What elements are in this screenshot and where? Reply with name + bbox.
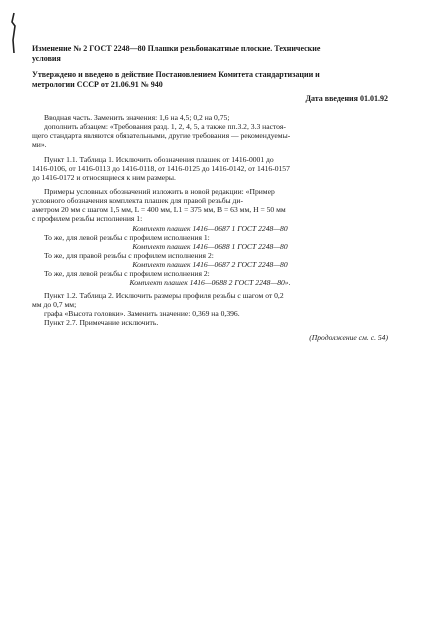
body-line: Пункт 1.2. Таблица 2. Исключить размеры профиля резьбы с шагом от 0,2 bbox=[44, 291, 284, 300]
body-line: условного обозначения комплекта плашек для правой резьбы ди- bbox=[32, 196, 244, 205]
body-line: дополнить абзацем: «Требования разд. 1, 2, 4, 5, а также пп.3.2, 3.3 настоя- bbox=[44, 122, 286, 131]
body-line: 1416-0106, от 1416-0113 до 1416-0118, от 1416-0125 до 1416-0142, от 1416-0157 bbox=[32, 164, 290, 173]
body-line: Пункт 1.1. Таблица 1. Исключить обозначения плашек от 1416-0001 до bbox=[44, 155, 274, 164]
body-line: до 1416-0172 и относящиеся к ним размеры. bbox=[32, 173, 176, 182]
body-line: графа «Высота головки». Заменить значение: 0,369 на 0,396. bbox=[44, 309, 240, 318]
continuation-note: (Продолжение см. с. 54) bbox=[309, 333, 388, 342]
header-title-line1: Изменение № 2 ГОСТ 2248—80 Плашки резьбонакатные плоские. Технические bbox=[32, 44, 321, 53]
effective-date: Дата введения 01.01.92 bbox=[305, 94, 388, 103]
margin-mark bbox=[8, 12, 18, 54]
body-line: ми». bbox=[32, 140, 47, 149]
body-line: Вводная часть. Заменить значения: 1,6 на 4,5; 0,2 на 0,75; bbox=[44, 113, 230, 122]
body-line: То же, для левой резьбы с профилем исполнения 1: bbox=[44, 233, 210, 242]
designation-example: Комплект плашек 1416—0688 1 ГОСТ 2248—80 bbox=[132, 242, 288, 251]
body-line: мм до 0,7 мм; bbox=[32, 300, 77, 309]
body-line: аметром 20 мм с шагом 1,5 мм, L = 400 мм, L1 = 375 мм, B = 63 мм, H = 50 мм bbox=[32, 205, 286, 214]
header-approval-line2: метрологии СССР от 21.06.91 № 940 bbox=[32, 80, 163, 89]
body-line: Примеры условных обозначений изложить в новой редакции: «Пример bbox=[44, 187, 275, 196]
designation-example: Комплект плашек 1416—0687 2 ГОСТ 2248—80 bbox=[132, 260, 288, 269]
body-line: Пункт 2.7. Примечание исключить. bbox=[44, 318, 159, 327]
body-line: с профилем резьбы исполнения 1: bbox=[32, 214, 143, 223]
body-line: щего стандарта являются обязательными, другие требования — рекомендуемы- bbox=[32, 131, 291, 140]
body-line: То же, для левой резьбы с профилем исполнения 2: bbox=[44, 269, 210, 278]
body-line: То же, для правой резьбы с профилем исполнения 2: bbox=[44, 251, 214, 260]
header-approval-line1: Утверждено и введено в действие Постановлением Комитета стандартизации и bbox=[32, 70, 320, 79]
header-title-line2: условия bbox=[32, 54, 61, 63]
designation-example: Комплект плашек 1416—0687 1 ГОСТ 2248—80 bbox=[132, 224, 288, 233]
designation-example: Комплект плашек 1416—0688 2 ГОСТ 2248—80». bbox=[129, 278, 291, 287]
